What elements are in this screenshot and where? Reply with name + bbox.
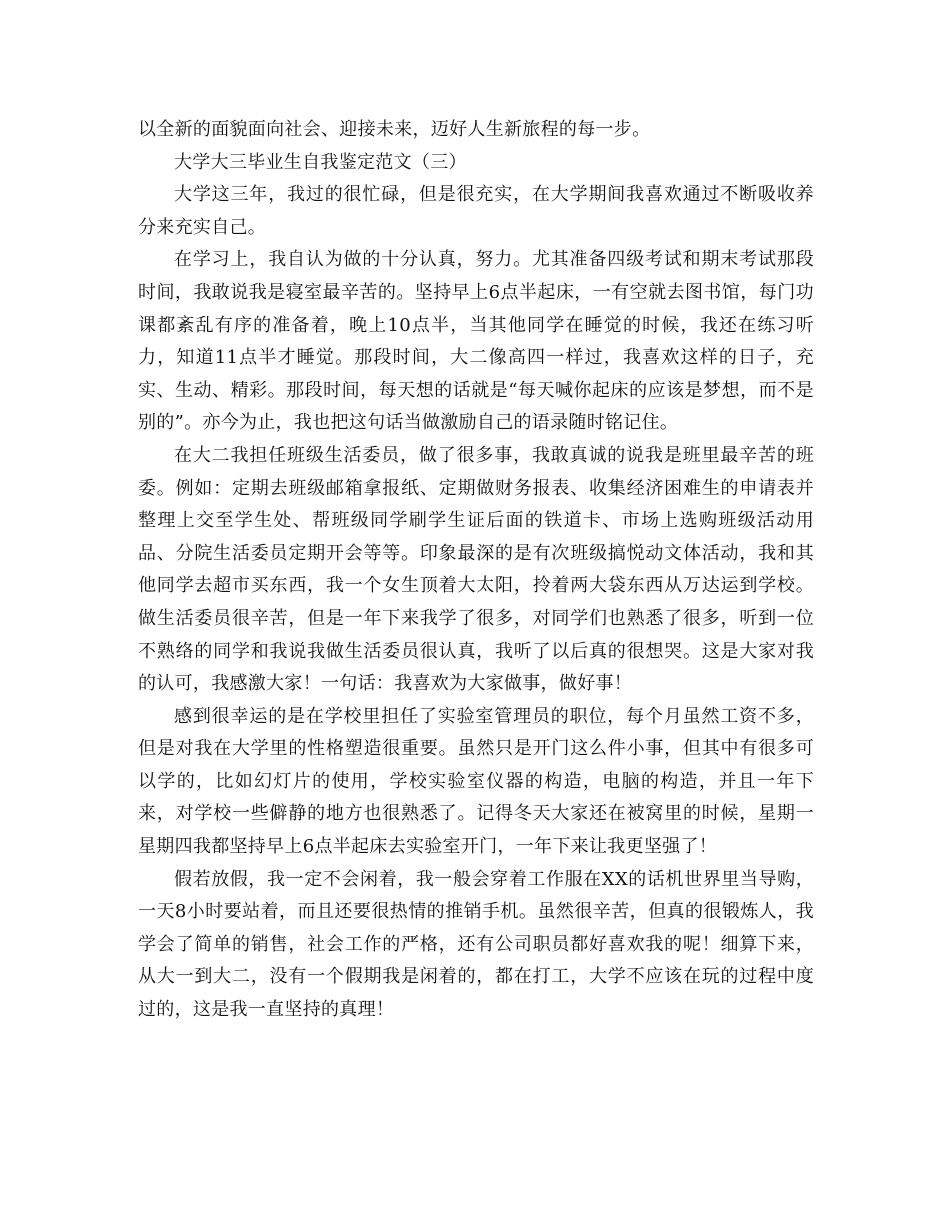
document-body bbox=[138, 114, 814, 1027]
paragraph-class-committee: 在大二我担任班级生活委员，做了很多事，我敢真诚的说我是班里最辛苦的班委。例如：定期去班级邮箱拿报纸、定期做财务报表、收集经济困难生的申请表并整理上交至学生处、帮班级同学刷学生证后面的铁道卡、市场上选购班级活动用品、分院生活委员定期开会等等。印象最深的是有次班级搞悦动文体活动，我和其他同学去超市买东西，我一个女生顶着大太阳，拎着两大袋东西从万达运到学校。做生活委员很辛苦，但是一年下来我学了很多，对同学们也熟悉了很多，听到一位不熟络的同学和我说我做生活委员很认真，我听了以后真的很想哭。这是大家对我的认可，我感激大家！一句话：我喜欢为大家做事，做好事！ bbox=[138, 444, 814, 695]
paragraph-continuation: 以全新的面貌面向社会、迎接未来，迈好人生新旅程的每一步。 bbox=[138, 119, 651, 140]
paragraph-study: 在学习上，我自认为做的十分认真，努力。尤其准备四级考试和期末考试那段时间，我敢说我是寝室最辛苦的。坚持早上6点半起床，一有空就去图书馆，每门功课都紊乱有序的准备着，晚上10点半，当其他同学在睡觉的时候，我还在练习听力，知道11点半才睡觉。那段时间，大二像高四一样过，我喜欢这样的日子，充实、生动、精彩。那段时间，每天想的话就是“每天喊你起床的应该是梦想，而不是别的”。亦今为止，我也把这句话当做激励自己的语录随时铭记住。 bbox=[138, 249, 814, 434]
paragraph-intro: 大学这三年，我过的很忙碌，但是很充实，在大学期间我喜欢通过不断吸收养分来充实自己。 bbox=[138, 184, 814, 238]
section-heading: 大学大三毕业生自我鉴定范文（三） bbox=[174, 151, 467, 173]
paragraph-lab-manager: 感到很幸运的是在学校里担任了实验室管理员的职位，每个月虽然工资不多，但是对我在大学里的性格塑造很重要。虽然只是开门这么件小事，但其中有很多可以学的，比如幻灯片的使用，学校实验室仪器的构造，电脑的构造，并且一年下来，对学校一些僻静的地方也很熟悉了。记得冬天大家还在被窝里的时候，星期一星期四我都坚持早上6点半起床去实验室开门，一年下来让我更坚强了！ bbox=[138, 705, 814, 858]
paragraph-holiday-work: 假若放假，我一定不会闲着，我一般会穿着工作服在XX的话机世界里当导购，一天8小时要站着，而且还要很热情的推销手机。虽然很辛苦，但真的很锻炼人，我学会了简单的销售，社会工作的严格，还有公司职员都好喜欢我的呢！细算下来，从大一到大二，没有一个假期我是闲着的，都在打工，大学不应该在玩的过程中度过的，这是我一直坚持的真理！ bbox=[138, 868, 814, 1021]
